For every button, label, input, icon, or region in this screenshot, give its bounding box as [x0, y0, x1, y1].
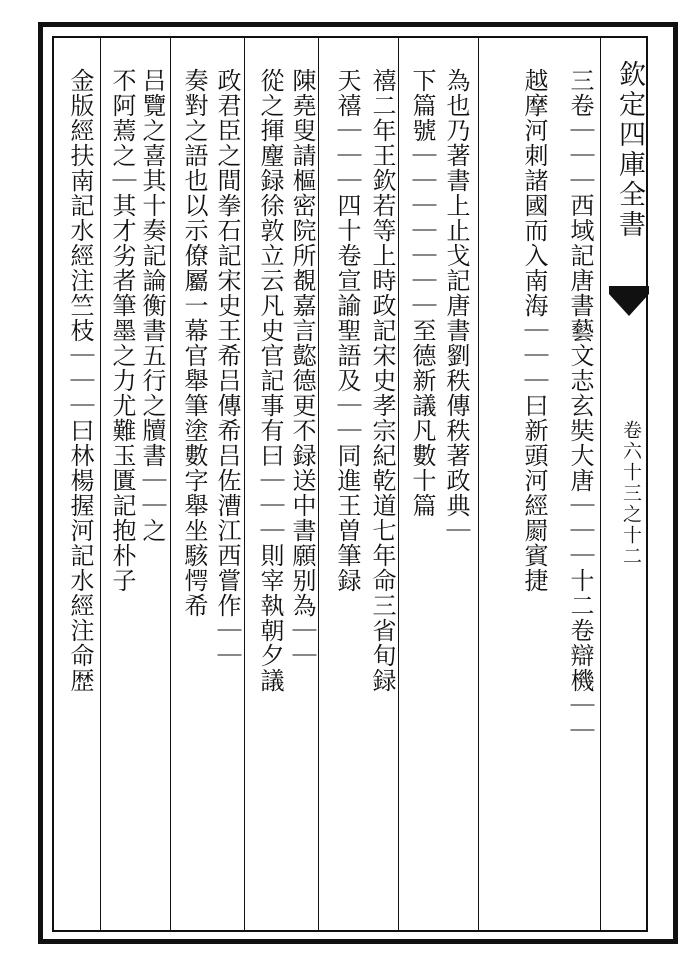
column-rule [244, 36, 245, 932]
text-column: 不阿蔫之｜其才劣者筆墨之力尤難玉匱記抱朴子 [108, 68, 136, 593]
text-column: 天禧｜｜｜四十卷宣諭聖語及｜｜同進王曽筆録 [333, 68, 361, 593]
text-column: 為也乃著書上止戈記唐書劉秩傳秩著政典｜ [442, 68, 470, 543]
column-rule [318, 36, 319, 932]
column-rule [100, 36, 101, 932]
text-column: 越摩河刺諸國而入南海｜｜｜曰新頭河經罽賓捷 [520, 68, 548, 593]
text-column: 禧二年王欽若等上時政記宋史孝宗紀乾道七年命三省旬録 [368, 68, 396, 693]
column-rule [600, 36, 601, 932]
text-column: 金版經扶南記水經注竺枝｜｜｜曰林楊握河記水經注命歴 [66, 68, 94, 693]
column-rule [170, 36, 171, 932]
column-rule [398, 36, 399, 932]
text-column: 陳堯叟請樞密院所覩嘉言㦤德更不録送中書願别為｜｜ [288, 68, 316, 668]
text-column: 奏對之語也以示僚屬一幕官舉筆塗數字舉坐駭愕希 [180, 68, 208, 618]
fishtail-mark [609, 286, 649, 336]
text-column: 三卷｜｜｜西域記唐書藝文志玄奘大唐｜｜｜十二卷辯機｜｜ [566, 68, 594, 743]
text-column: 政君臣之間拳石記宋史王希吕傳希吕佐漕江西嘗作｜｜ [213, 68, 241, 668]
text-column: 下篇號｜｜｜｜｜｜｜至德新議凡數十篇 [408, 68, 436, 518]
text-column: 從之揮麈録徐敦立云凡史官記事有曰｜｜｜則宰執朝夕議 [256, 68, 284, 693]
text-column: 吕覽之喜其十奏記論衡書五行之牘書｜｜之 [138, 68, 166, 543]
book-title: 欽定四庫全書 [614, 60, 645, 240]
folio-label: 卷六十三之十二 [620, 420, 642, 567]
column-rule [478, 36, 479, 932]
